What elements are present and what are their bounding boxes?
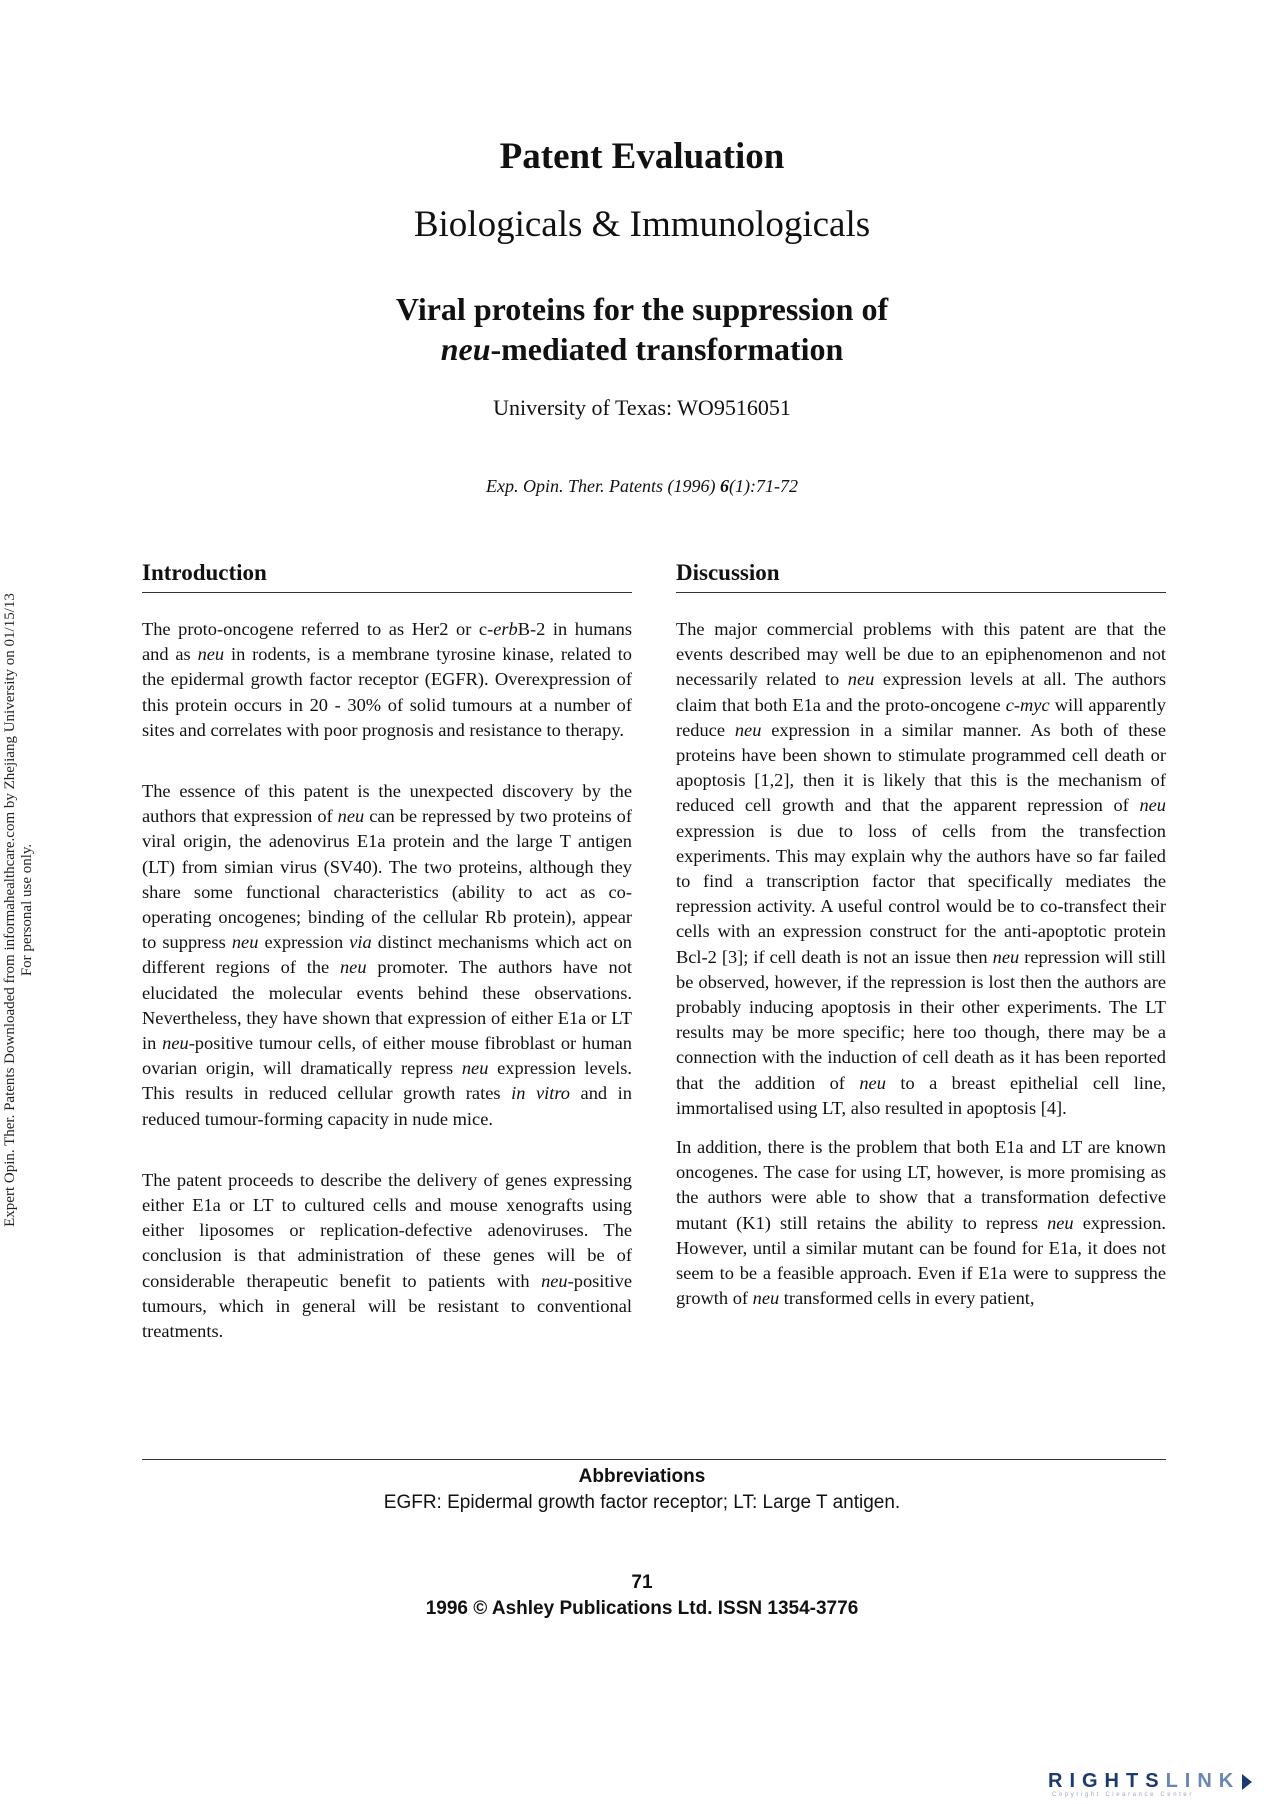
italic-term: neu (461, 1058, 489, 1079)
citation-journal: Exp. Opin. Ther. Patents (1996) (486, 476, 720, 496)
introduction-heading: Introduction (142, 560, 632, 593)
section-title: Patent Evaluation (499, 136, 785, 177)
rightslink-logo[interactable] (1048, 1770, 1252, 1793)
citation-pages: (1):71-72 (729, 476, 798, 496)
title-line-1: Viral proteins for the suppression of (395, 291, 889, 327)
italic-term: neu (541, 1270, 568, 1291)
discussion-heading: Discussion (676, 560, 1166, 593)
article-title (0, 289, 1284, 369)
italic-term: neu (162, 1033, 189, 1054)
italic-term: neu (337, 806, 365, 827)
page-number: 71 (631, 1572, 653, 1593)
rightslink-subtitle: Copyright Clearance Center (1052, 1792, 1194, 1798)
section-subtitle: Biologicals & Immunologicals (413, 204, 871, 245)
italic-term: c-myc (1005, 694, 1050, 715)
italic-term: neu (231, 932, 259, 953)
title-italic-neu: neu (440, 331, 491, 367)
abbreviations-text: EGFR: Epidermal growth factor receptor; LT: Large T antigen. (383, 1492, 901, 1513)
intro-paragraph-1: The proto-oncogene referred to as Her2 or c-erbB-2 in humans and as neu in rodents, is a membrane tyrosine kinase, related to the epidermal growth factor receptor (EGFR). Overexpression of this protein occurs in 20 - 30% of solid tumours at a number of sites and correlates with poor prognosis and resistance to therapy. (142, 619, 633, 740)
intro-paragraph-2: The essence of this patent is the unexpected discovery by the authors that expression of neu can be repressed by two proteins of viral origin, the adenovirus E1a protein and the large T antigen (LT) from simian virus (SV40). The two proteins, although they share some functional characteristics (ability to act as co-operating oncogenes; binding of the cellular Rb protein), appear to suppress neu expression via distinct mechanisms which act on different regions of the neu promoter. The authors have not elucidated the molecular events behind these observations. Nevertheless, they have shown that expression of either E1a or LT in neu-positive tumour cells, of either mouse fibroblast or human ovarian origin, will dramatically repress neu expression levels. This results in reduced cellular growth rates in vitro and in reduced tumour-forming capacity in nude mice. (142, 781, 633, 1129)
italic-term: neu (847, 669, 875, 690)
italic-term: via (349, 932, 372, 953)
italic-term: neu (1139, 795, 1166, 816)
intro-paragraph-3: The patent proceeds to describe the delivery of genes expressing either E1a or LT to cultured cells and mouse xenografts using either liposomes or replication-defective adenoviruses. The conclusion is that administration of these genes will be of considerable therapeutic benefit to patients with neu-positive tumours, which in general will be resistant to conventional treatments. (142, 1169, 632, 1342)
italic-term: neu (752, 1288, 780, 1309)
citation-volume: 6 (720, 476, 729, 496)
journal-citation (0, 476, 1284, 497)
italic-term: neu (339, 957, 367, 978)
patent-assignee: University of Texas: WO9516051 (493, 395, 791, 420)
watermark-line-1: Expert Opin. Ther. Patents Downloaded from informahealthcare.com by Zhejiang University on 01/15/13 (2, 593, 18, 1227)
abbreviations-heading: Abbreviations (578, 1466, 706, 1487)
italic-term: neu (197, 644, 225, 665)
rightslink-arrow-icon (1242, 1774, 1252, 1790)
italic-term: neu (734, 719, 762, 740)
italic-term: neu (859, 1072, 886, 1093)
italic-term: neu (992, 946, 1020, 967)
rightslink-strong: RIGHTS (1048, 1770, 1166, 1792)
discussion-paragraph-2: In addition, there is the problem that both E1a and LT are known oncogenes. The case for using LT, however, is more promising as the authors were able to show that a transformation defective mutant (K1) still retains the ability to repress neu expression. However, until a similar mutant can be found for E1a, it does not seem to be a feasible approach. Even if E1a were to suppress the growth of neu transformed cells in every patient, (676, 1137, 1166, 1309)
rightslink-dim: LINK (1165, 1770, 1241, 1792)
italic-term: erb (493, 619, 518, 639)
discussion-paragraph-1: The major commercial problems with this patent are that the events described may well be due to an epiphenomenon and not necessarily related to neu expression levels at all. The authors claim that both E1a and the proto-oncogene c-myc will apparently reduce neu expression in a similar manner. As both of these proteins have been shown to stimulate programmed cell death or apoptosis [1,2], then it is likely that this is the mechanism of reduced cell growth and that the apparent repression of neu expression is due to loss of cells from the transfection experiments. This may explain why the authors have so far failed to find a transcription factor that specifically mediates the repression activity. A useful control would be to co-transfect their cells with an expression construct for the anti-apoptotic protein Bcl-2 [3]; if cell death is not an issue then neu repression will still be observed, however, if the repression is lost then the authors are probably inducing apoptosis in their other experiments. The LT results may be more specific; here too though, there may be a connection with the induction of cell death as it has been reported that the addition of neu to a breast epithelial cell line, immortalised using LT, also resulted in apoptosis [4]. (676, 619, 1167, 1118)
italic-term: in vitro (511, 1083, 570, 1104)
introduction-column (142, 560, 632, 1344)
italic-term: neu (1047, 1212, 1074, 1233)
title-line-2: -mediated transformation (490, 331, 844, 367)
discussion-column (676, 560, 1166, 1311)
watermark-line-2: For personal use only. (19, 843, 35, 977)
abbreviations-divider (142, 1459, 1166, 1460)
copyright-line: 1996 © Ashley Publications Ltd. ISSN 1354-3776 (425, 1598, 859, 1619)
